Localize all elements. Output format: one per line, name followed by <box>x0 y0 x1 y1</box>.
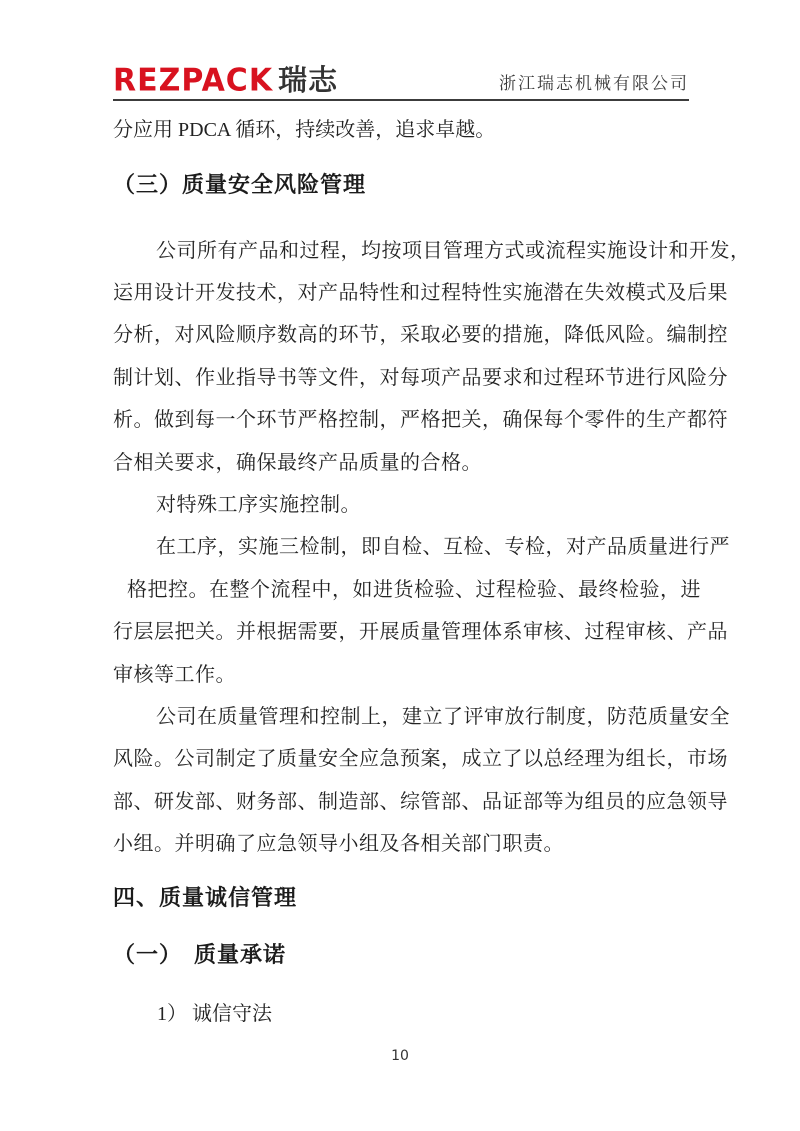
body-line: 审核等工作。 <box>113 663 236 686</box>
company-logo <box>113 62 339 99</box>
logo-cjk-text: 瑞志 <box>278 63 339 97</box>
body-paragraphs <box>113 227 751 863</box>
body-line: 合相关要求，确保最终产品质量的合格。 <box>113 451 482 474</box>
body-line: 公司所有产品和过程，均按项目管理方式或流程实施设计和开发， <box>156 239 751 262</box>
body-line: 对特殊工序实施控制。 <box>156 494 361 517</box>
body-line-continuation: 分应用 PDCA 循环，持续改善，追求卓越。 <box>113 119 496 141</box>
body-line: 部、研发部、财务部、制造部、综管部、品证部等为组员的应急领导 <box>113 790 728 813</box>
body-line: 风险。公司制定了质量安全应急预案，成立了以总经理为组长，市场 <box>113 748 728 771</box>
logo-latin-text: REZPACK <box>113 62 274 99</box>
page-number: 10 <box>391 1048 409 1064</box>
section-heading: （三）质量安全风险管理 <box>113 172 367 197</box>
chapter-heading: 四、质量诚信管理 <box>113 884 298 910</box>
item-heading: 1） 诚信守法 <box>157 1002 272 1025</box>
body-line: 在工序，实施三检制，即自检、互检、专检，对产品质量进行严 <box>156 536 730 559</box>
body-line: 公司在质量管理和控制上，建立了评审放行制度，防范质量安全 <box>156 705 730 728</box>
body-line: 小组。并明确了应急领导小组及各相关部门职责。 <box>113 833 564 856</box>
subsection-heading: （一） 质量承诺 <box>113 941 287 967</box>
body-line: 格把控。在整个流程中，如进货检验、过程检验、最终检验，进 <box>127 578 701 601</box>
body-line: 制计划、作业指导书等文件，对每项产品要求和过程环节进行风险分 <box>113 366 728 389</box>
body-line: 析。做到每一个环节严格控制，严格把关，确保每个零件的生产都符 <box>113 409 728 432</box>
body-line: 分析，对风险顺序数高的环节，采取必要的措施，降低风险。编制控 <box>113 324 728 347</box>
page-header <box>113 0 689 101</box>
body-line: 运用设计开发技术，对产品特性和过程特性实施潜在失效模式及后果 <box>113 282 728 305</box>
company-name: 浙江瑞志机械有限公司 <box>499 74 689 93</box>
body-line: 行层层把关。并根据需要，开展质量管理体系审核、过程审核、产品 <box>113 621 728 644</box>
page-footer <box>0 1047 800 1065</box>
content-column <box>113 0 751 1131</box>
